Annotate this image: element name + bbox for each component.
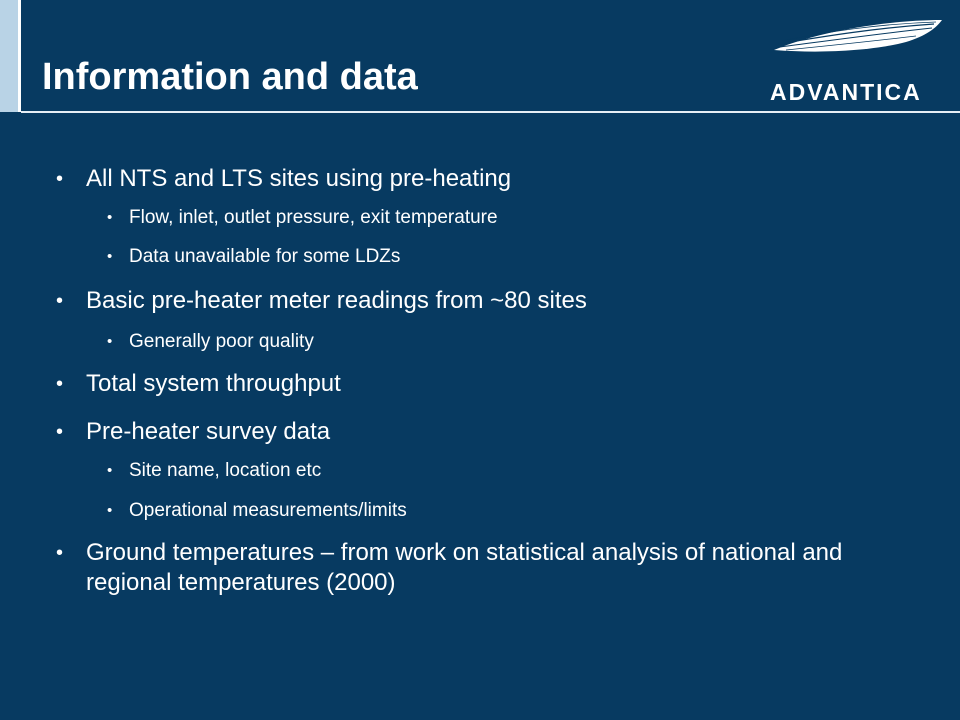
bullet-dot: • [107,502,113,519]
bullet-dot: • [107,333,113,350]
slide-title: Information and data [42,56,418,98]
bullet-text: All NTS and LTS sites using pre-heating [86,165,512,192]
sub-bullet-text: Site name, location etc [129,460,322,481]
bullet-dot: • [56,421,64,443]
bullet-text: Ground temperatures – from work on statistical analysis of national and regional temperatures (2000) [86,539,843,596]
bullet-dot: • [56,168,64,190]
sub-bullet-item [107,245,401,269]
bullet-dot: • [56,542,64,564]
sub-bullet-item [107,206,498,230]
bullet-text: Total system throughput [86,370,341,397]
bullet-item [56,369,341,399]
sub-bullet-item [107,459,322,483]
sub-bullet-text: Generally poor quality [129,331,314,352]
bullet-dot: • [56,290,64,312]
logo-text: ADVANTICA [770,79,922,105]
bullet-dot: • [107,248,113,265]
sub-bullet-item [107,330,314,354]
sub-bullet-text: Data unavailable for some LDZs [129,246,401,267]
sub-bullet-item [107,499,407,523]
bullet-item [56,286,587,316]
bullet-item [56,417,331,447]
bullet-item [56,164,512,194]
sub-bullet-text: Operational measurements/limits [129,500,407,521]
bullet-text: Basic pre-heater meter readings from ~80 sites [86,287,587,314]
bullet-dot: • [56,373,64,395]
bullet-dot: • [107,462,113,479]
bullet-dot: • [107,209,113,226]
bullet-text: Pre-heater survey data [86,418,331,445]
bullet-item [56,538,886,598]
sub-bullet-text: Flow, inlet, outlet pressure, exit temperature [129,207,498,228]
